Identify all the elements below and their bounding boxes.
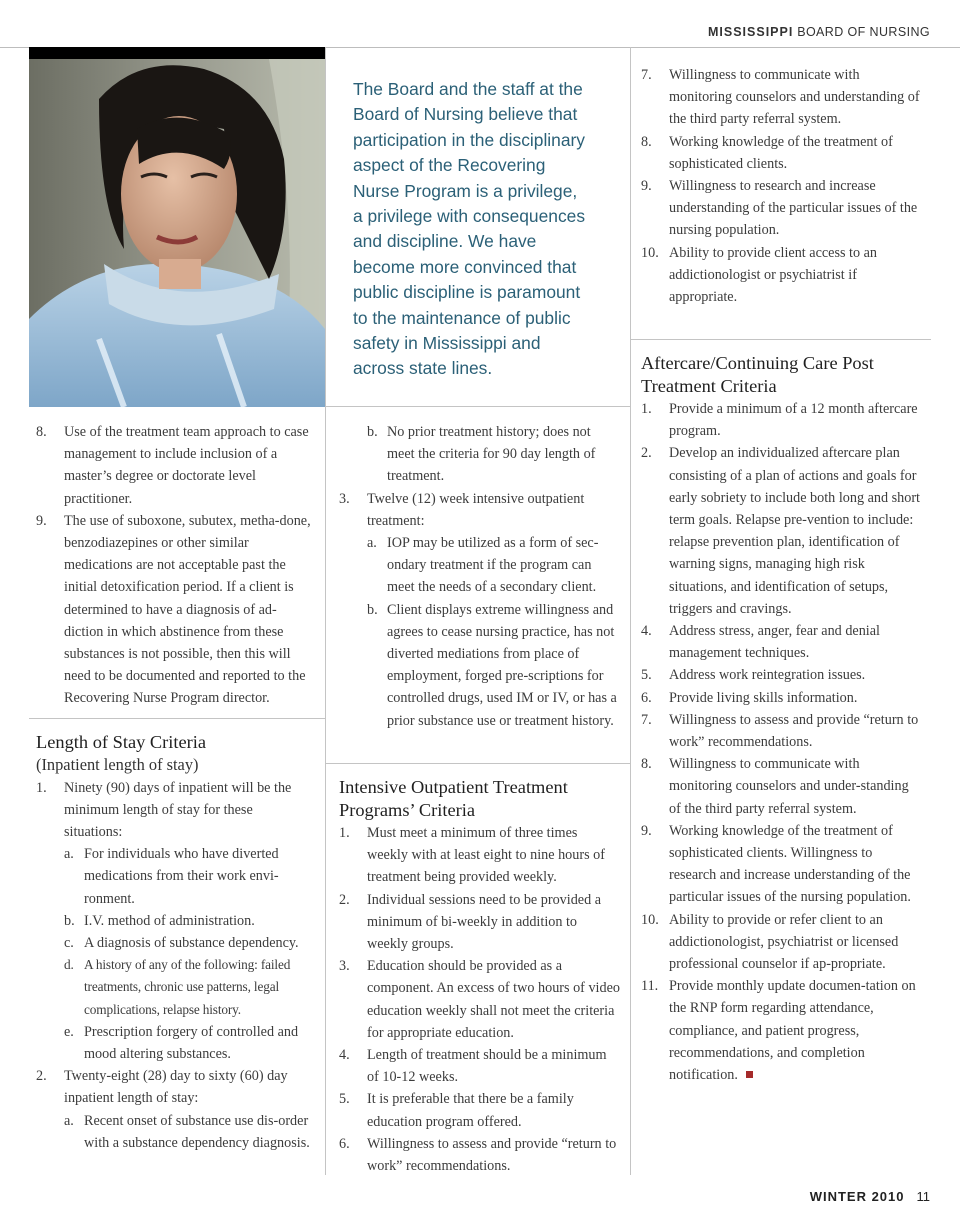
sub-text: Prescription forgery of controlled and mood altering substances. xyxy=(84,1023,299,1062)
item-number: 7. xyxy=(641,67,652,83)
sub-item xyxy=(64,910,320,932)
item-text: Willingness to research and increase understanding of the particular issues of the nursing population. xyxy=(669,178,918,239)
item-number: 9. xyxy=(641,822,652,839)
nurse-photo xyxy=(29,47,325,407)
item-number: 2. xyxy=(36,1068,47,1085)
item-number: 3. xyxy=(339,958,350,975)
sub-item xyxy=(367,599,621,732)
section-heading-line1: Aftercare/Continuing Care Post xyxy=(641,353,874,373)
list-item xyxy=(641,975,923,1086)
list-item xyxy=(339,955,621,1044)
col1-treatment-list xyxy=(36,421,316,710)
item-number: 8. xyxy=(641,756,652,773)
length-of-stay-section xyxy=(36,731,320,1154)
list-item xyxy=(36,777,320,844)
item-text: Twelve (12) week intensive outpatient treatment: xyxy=(367,490,585,529)
section-heading: Length of Stay Criteria xyxy=(36,732,207,752)
sub-text: A diagnosis of substance dependency. xyxy=(84,934,299,951)
list-item xyxy=(339,1044,621,1088)
rule-col1-mid xyxy=(29,718,326,719)
item-text: Must meet a minimum of three times weekly with at least eight to nine hours of treatment being provided weekly. xyxy=(367,825,605,886)
sub-text: Client displays extreme willingness and agrees to cease nursing practice, has not diverted mediations from place of employment, forged pre-scriptions for controlled drugs, used IM or IV, or has a prior substance use or treatment history. xyxy=(387,601,617,729)
list-item xyxy=(641,687,923,709)
item-text: Willingness to communicate with monitoring counselors and under-standing of the third party referral system. xyxy=(669,756,909,817)
item-number: 1. xyxy=(339,825,350,841)
list-item xyxy=(641,820,923,909)
col2-continuation xyxy=(339,421,621,732)
section-heading-line1: Intensive Outpatient Treatment xyxy=(339,777,568,797)
sub-text: A history of any of the following: failed treatments, chronic use patterns, legal complications, relapse history. xyxy=(84,957,291,1017)
item-number: 10. xyxy=(641,911,659,928)
sub-letter: b. xyxy=(367,601,378,618)
pull-quote-line: Board of Nursing believe that xyxy=(353,104,578,125)
pull-quote-line: across state lines. xyxy=(353,358,493,379)
list-item xyxy=(641,442,923,620)
list-item xyxy=(641,909,923,976)
end-of-article-mark xyxy=(746,1071,753,1078)
item-number: 2. xyxy=(641,445,652,462)
item-text: Provide living skills information. xyxy=(669,689,858,706)
list-item xyxy=(339,1133,621,1177)
sub-letter: e. xyxy=(64,1023,74,1040)
sub-text: For individuals who have diverted medications from their work envi-ronment. xyxy=(84,846,279,907)
sub-letter: c. xyxy=(64,934,74,951)
item-text: The use of suboxone, subutex, metha-done, benzodiazepines or other similar medications are not acceptable past the initial detoxification period. If a client is determined to have a diagnosis of ad-diction in which abstinence from these substances is not possible, then this will need to be documented and reported to the Recovering Nurse Program director. xyxy=(64,512,311,707)
page-number: 11 xyxy=(916,1189,930,1204)
list-item xyxy=(641,131,923,175)
item-text: Use of the treatment team approach to case management to include inclusion of a master’s degree or doctorate level practitioner. xyxy=(64,424,309,507)
item-text: Length of treatment should be a minimum of 10-12 weeks. xyxy=(367,1047,607,1086)
iop-criteria-section xyxy=(339,776,621,1177)
column-divider-1 xyxy=(325,47,326,1175)
sub-item xyxy=(64,1021,320,1065)
item-number: 8. xyxy=(641,133,652,150)
item-text: Willingness to communicate with monitoring counselors and understanding of the third party referral system. xyxy=(669,67,920,128)
item-number: 5. xyxy=(641,667,652,684)
item-text: Ninety (90) days of inpatient will be the minimum length of stay for these situations: xyxy=(64,779,292,840)
list-item xyxy=(36,510,316,710)
list-item xyxy=(641,664,923,686)
section-heading-line2: Programs’ Criteria xyxy=(339,799,476,820)
item-number: 8. xyxy=(36,424,47,440)
pull-quote-line: a privilege with consequences xyxy=(353,206,586,227)
sub-letter: d. xyxy=(64,957,74,973)
item-number: 2. xyxy=(339,891,350,908)
item-text: Ability to provide client access to an addictionologist or psychiatrist if appropriate. xyxy=(669,244,878,306)
item-number: 3. xyxy=(339,490,350,507)
item-number: 11. xyxy=(641,978,659,995)
issue-label: WINTER 2010 xyxy=(809,1189,905,1204)
item-number: 4. xyxy=(339,1047,350,1064)
item-text: Education should be provided as a component. An excess of two hours of video education weekly shall not meet the criteria for appropriate education. xyxy=(367,958,620,1041)
pull-quote-line: Nurse Program is a privilege, xyxy=(353,180,578,201)
item-text: Willingness to assess and provide “return to work” recommendations. xyxy=(669,711,919,751)
rule-col2-mid xyxy=(326,763,630,764)
pull-quote-line: and discipline. We have xyxy=(353,231,537,252)
column-divider-2 xyxy=(630,47,631,1175)
section-heading-line2: Treatment Criteria xyxy=(641,375,777,396)
item-text: Individual sessions need to be provided a minimum of bi-weekly in addition to weekly groups. xyxy=(367,891,602,953)
page-footer xyxy=(810,1189,930,1204)
sub-letter: a. xyxy=(367,535,377,552)
list-item xyxy=(641,753,923,820)
sub-item xyxy=(367,421,621,488)
sub-item xyxy=(64,954,320,1021)
item-number: 10. xyxy=(641,244,659,261)
pull-quote-line: to the maintenance of public xyxy=(353,307,571,328)
masthead-state: MISSISSIPPI xyxy=(707,25,794,39)
item-number: 9. xyxy=(36,512,47,529)
item-text: It is preferable that there be a family education program offered. xyxy=(367,1091,574,1130)
item-text: Provide a minimum of a 12 month aftercare program. xyxy=(669,401,918,440)
item-text: Willingness to assess and provide “return to work” recommendations. xyxy=(367,1135,617,1175)
nurse-photo-illustration xyxy=(29,59,325,407)
pull-quote-line: participation in the disciplinary xyxy=(353,129,585,150)
aftercare-section xyxy=(641,352,923,1086)
sub-text: No prior treatment history; does not meet the criteria for 90 day length of treatment. xyxy=(387,424,596,485)
sub-text: IOP may be utilized as a form of sec-ondary treatment if the program can meet the needs of a secondary client. xyxy=(387,535,599,596)
item-text: Working knowledge of the treatment of sophisticated clients. xyxy=(669,133,893,172)
pull-quote-line: aspect of the Recovering xyxy=(353,155,546,176)
pull-quote-line: The Board and the staff at the xyxy=(353,79,583,99)
pull-quote-line: safety in Mississippi and xyxy=(353,333,541,354)
sub-text: Recent onset of substance use dis-order with a substance dependency diagnosis. xyxy=(84,1112,310,1151)
list-item xyxy=(36,1065,320,1109)
item-number: 6. xyxy=(641,689,652,706)
item-text: Develop an individualized aftercare plan consisting of a plan of actions and goals for early sobriety to include both long and short term goals. Relapse pre-vention to include: relapse prevention plan, identification of warning signs, managing high risk situations, and identification of setups, triggers and cravings. xyxy=(669,445,920,617)
list-item xyxy=(339,488,621,532)
list-item xyxy=(641,64,923,131)
rule-quote-bottom xyxy=(326,406,630,407)
item-number: 1. xyxy=(641,401,652,417)
list-item xyxy=(641,175,923,242)
col3-treatment-list xyxy=(641,64,923,308)
sub-item xyxy=(64,1110,320,1154)
item-text: Working knowledge of the treatment of sophisticated clients. Willingness to research and increase understanding of the particular issues of the nursing population. xyxy=(669,822,911,906)
item-text: Address stress, anger, fear and denial management techniques. xyxy=(669,623,880,662)
sub-letter: b. xyxy=(367,424,378,440)
item-number: 5. xyxy=(339,1091,350,1108)
sub-item xyxy=(64,843,320,910)
sub-letter: a. xyxy=(64,1112,74,1129)
item-number: 7. xyxy=(641,711,652,728)
item-number: 4. xyxy=(641,623,652,640)
list-item xyxy=(641,398,923,442)
pull-quote-line: become more convinced that xyxy=(353,256,577,277)
item-text: Address work reintegration issues. xyxy=(669,667,866,684)
sub-letter: a. xyxy=(64,846,74,863)
masthead-board: BOARD OF NURSING xyxy=(793,25,930,39)
item-text: Ability to provide or refer client to an addictionologist, psychiatrist or licensed professional counselor if ap-propriate. xyxy=(669,911,899,973)
item-text: Twenty-eight (28) day to sixty (60) day inpatient length of stay: xyxy=(64,1068,288,1107)
sub-letter: b. xyxy=(64,912,75,929)
item-text: Provide monthly update documen-tation on the RNP form regarding attendance, compliance, and patient progress, recommendations, and completion notification. xyxy=(669,978,916,1084)
list-item xyxy=(641,709,923,753)
list-item xyxy=(641,620,923,664)
sub-item xyxy=(367,532,621,599)
item-number: 1. xyxy=(36,779,47,796)
sub-text: I.V. method of administration. xyxy=(84,912,255,929)
pull-quote xyxy=(353,77,613,382)
list-item xyxy=(339,822,621,889)
masthead xyxy=(708,25,930,39)
item-number: 9. xyxy=(641,178,652,195)
section-subheading: (Inpatient length of stay) xyxy=(36,754,199,774)
rule-col3-mid xyxy=(631,339,931,340)
pull-quote-line: public discipline is paramount xyxy=(353,282,581,303)
list-item xyxy=(36,421,316,510)
list-item xyxy=(339,889,621,956)
sub-item xyxy=(64,932,320,954)
list-item xyxy=(339,1088,621,1132)
item-number: 6. xyxy=(339,1135,350,1152)
list-item xyxy=(641,242,923,309)
